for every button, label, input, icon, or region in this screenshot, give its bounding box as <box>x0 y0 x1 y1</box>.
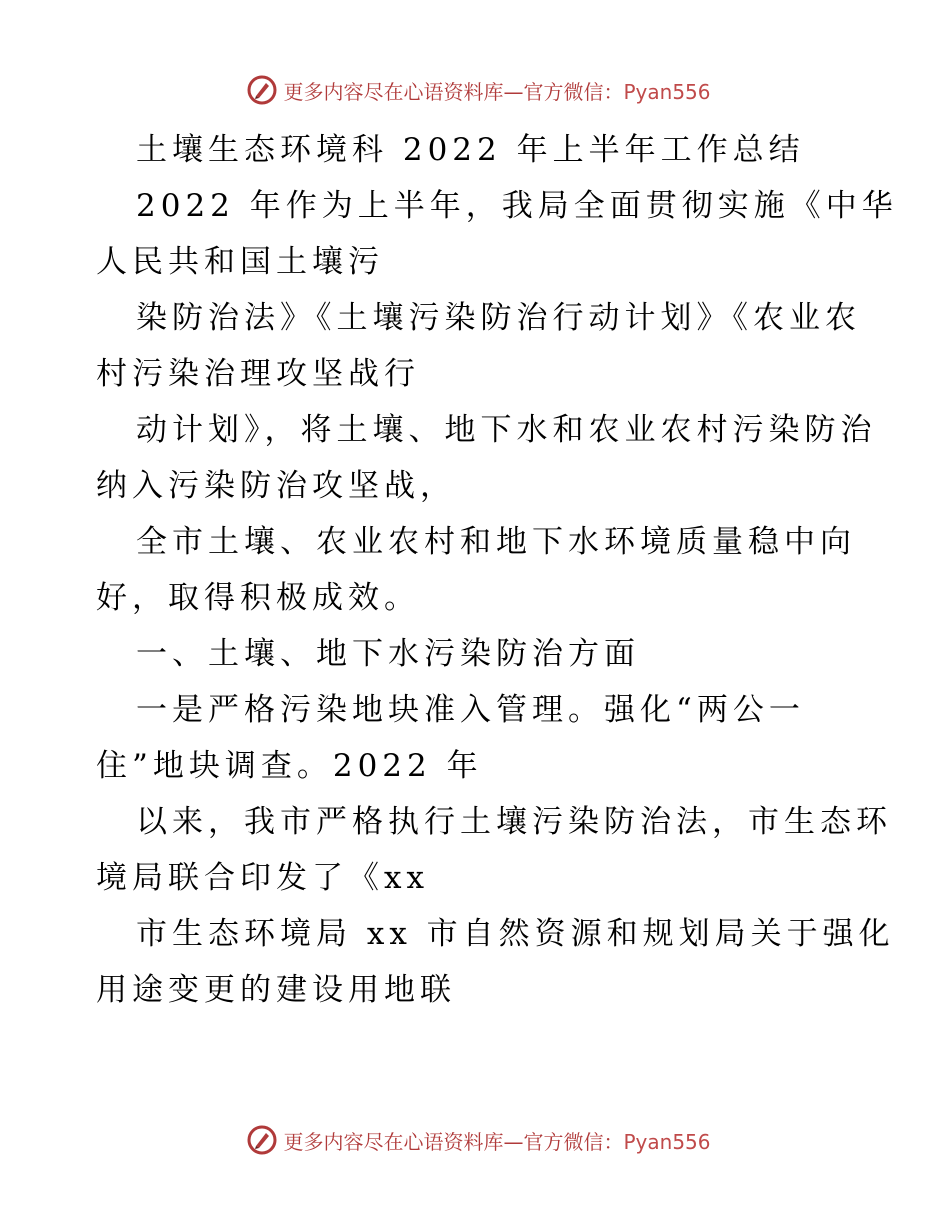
header-watermark <box>0 72 950 108</box>
text-line: 好，取得积极成效。 <box>96 580 420 616</box>
watermark-handle: Pyan556 <box>623 79 711 104</box>
document-body <box>96 122 898 1018</box>
footer-watermark <box>0 1122 950 1158</box>
text-line: 2022 年作为上半年，我局全面贯彻实施《中华 <box>136 188 898 224</box>
text-line: 市生态环境局 xx 市自然资源和规划局关于强化 <box>136 916 895 952</box>
text-line: 用途变更的建设用地联 <box>96 972 456 1008</box>
watermark-text <box>283 76 710 105</box>
text-line: 以来，我市严格执行土壤污染防治法，市生态环 <box>136 804 892 840</box>
watermark-label: 更多内容尽在心语资料库—官方微信： <box>283 79 624 104</box>
pen-logo-icon <box>247 75 277 105</box>
text-line: 境局联合印发了《xx <box>96 860 429 896</box>
text-line: 全市土壤、农业农村和地下水环境质量稳中向 <box>136 524 856 560</box>
pen-logo-icon <box>247 1125 277 1155</box>
watermark-text <box>283 1126 710 1155</box>
watermark-handle: Pyan556 <box>623 1129 711 1154</box>
text-line: 动计划》，将土壤、地下水和农业农村污染防治 <box>136 412 877 448</box>
watermark-label: 更多内容尽在心语资料库—官方微信： <box>283 1129 624 1154</box>
text-line: 染防治法》《土壤污染防治行动计划》《农业农 <box>136 300 861 336</box>
text-line: 人民共和国土壤污 <box>96 244 384 280</box>
text-line: 一是严格污染地块准入管理。强化“两公一 <box>136 692 805 728</box>
text-line: 住”地块调查。2022 年 <box>96 748 483 784</box>
text-line: 村污染治理攻坚战行 <box>96 356 420 392</box>
text-line: 一、土壤、地下水污染防治方面 <box>136 636 640 672</box>
text-line: 纳入污染防治攻坚战， <box>96 468 456 504</box>
text-line: 土壤生态环境科 2022 年上半年工作总结 <box>136 132 805 168</box>
